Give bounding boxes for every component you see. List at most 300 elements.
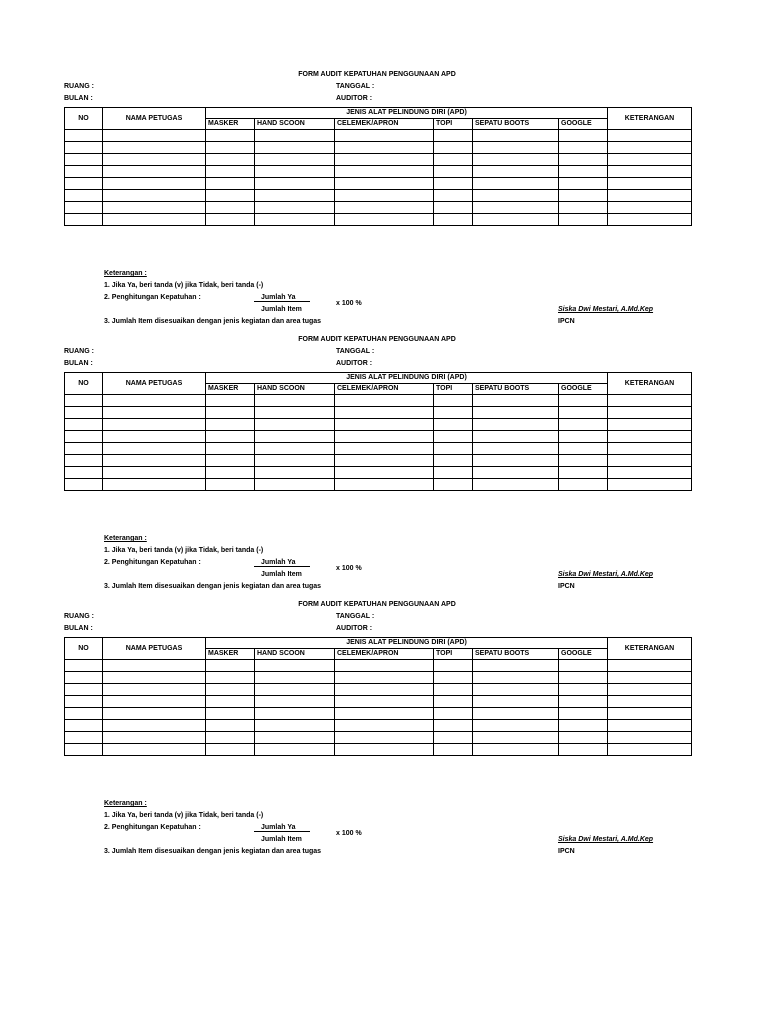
table-cell[interactable]: [206, 395, 255, 407]
table-cell[interactable]: [608, 142, 692, 154]
table-cell[interactable]: [473, 660, 559, 672]
table-cell[interactable]: [608, 443, 692, 455]
table-cell[interactable]: [473, 696, 559, 708]
table-cell[interactable]: [434, 154, 473, 166]
table-row: [65, 455, 692, 467]
table-cell[interactable]: [335, 660, 434, 672]
table-cell[interactable]: [608, 467, 692, 479]
table-cell[interactable]: [103, 407, 206, 419]
table-cell[interactable]: [255, 732, 335, 744]
table-cell[interactable]: [473, 479, 559, 491]
audit-form: [0, 600, 768, 855]
table-cell[interactable]: [103, 732, 206, 744]
table-cell[interactable]: [206, 467, 255, 479]
table-cell[interactable]: [608, 407, 692, 419]
table-row: [65, 708, 692, 720]
table-cell[interactable]: [206, 479, 255, 491]
table-cell[interactable]: [434, 443, 473, 455]
table-cell[interactable]: [255, 214, 335, 226]
table-cell[interactable]: [434, 467, 473, 479]
signer-role: IPCN: [558, 583, 575, 590]
table-cell[interactable]: [434, 684, 473, 696]
table-cell[interactable]: [559, 142, 608, 154]
table-cell[interactable]: [65, 166, 103, 178]
table-cell[interactable]: [335, 395, 434, 407]
table-cell[interactable]: [65, 696, 103, 708]
apd-column-header: MASKER: [206, 384, 255, 395]
table-cell[interactable]: [65, 443, 103, 455]
table-cell[interactable]: [65, 708, 103, 720]
table-cell[interactable]: [473, 178, 559, 190]
audit-table: [64, 372, 692, 491]
table-cell[interactable]: [255, 708, 335, 720]
note-1: 1. Jika Ya, beri tanda (v) jika Tidak, beri tanda (-): [104, 812, 264, 819]
col-nama-header: NAMA PETUGAS: [103, 108, 206, 130]
table-cell[interactable]: [103, 696, 206, 708]
table-cell[interactable]: [255, 202, 335, 214]
table-cell[interactable]: [608, 684, 692, 696]
table-row: [65, 467, 692, 479]
table-row: [65, 684, 692, 696]
table-cell[interactable]: [434, 214, 473, 226]
apd-column-header: GOOGLE: [559, 649, 608, 660]
table-cell[interactable]: [335, 467, 434, 479]
table-cell[interactable]: [103, 154, 206, 166]
table-cell[interactable]: [608, 202, 692, 214]
fraction-line: [254, 301, 310, 302]
note-2: 2. Penghitungan Kepatuhan :: [104, 294, 201, 301]
form-title: FORM AUDIT KEPATUHAN PENGGUNAAN APD: [298, 601, 456, 608]
apd-column-header: HAND SCOON: [255, 649, 335, 660]
table-cell[interactable]: [65, 178, 103, 190]
table-cell[interactable]: [434, 696, 473, 708]
table-cell[interactable]: [103, 395, 206, 407]
table-cell[interactable]: [255, 672, 335, 684]
table-cell[interactable]: [255, 431, 335, 443]
table-cell[interactable]: [335, 684, 434, 696]
multiplier-label: x 100 %: [336, 830, 362, 837]
numerator-label: Jumlah Ya: [261, 824, 296, 831]
table-cell[interactable]: [559, 154, 608, 166]
table-cell[interactable]: [206, 744, 255, 756]
table-cell[interactable]: [559, 732, 608, 744]
table-row: [65, 720, 692, 732]
apd-column-header: HAND SCOON: [255, 384, 335, 395]
table-cell[interactable]: [434, 744, 473, 756]
table-row: [65, 395, 692, 407]
table-cell[interactable]: [335, 479, 434, 491]
table-cell[interactable]: [65, 154, 103, 166]
table-cell[interactable]: [559, 419, 608, 431]
table-cell[interactable]: [473, 407, 559, 419]
table-cell[interactable]: [473, 672, 559, 684]
table-cell[interactable]: [335, 431, 434, 443]
table-cell[interactable]: [255, 142, 335, 154]
table-cell[interactable]: [559, 166, 608, 178]
table-cell[interactable]: [608, 744, 692, 756]
table-cell[interactable]: [103, 214, 206, 226]
table-cell[interactable]: [559, 407, 608, 419]
table-cell[interactable]: [608, 708, 692, 720]
table-cell[interactable]: [65, 190, 103, 202]
table-cell[interactable]: [255, 720, 335, 732]
table-cell[interactable]: [206, 419, 255, 431]
signer-name: Siska Dwi Mestari, A.Md.Kep: [558, 306, 654, 313]
ruang-label: RUANG :: [64, 348, 94, 355]
table-cell[interactable]: [206, 178, 255, 190]
table-cell[interactable]: [608, 190, 692, 202]
table-cell[interactable]: [206, 166, 255, 178]
table-cell[interactable]: [103, 479, 206, 491]
table-cell[interactable]: [103, 443, 206, 455]
table-cell[interactable]: [335, 214, 434, 226]
table-cell[interactable]: [335, 142, 434, 154]
col-keterangan-header: KETERANGAN: [608, 108, 692, 130]
table-cell[interactable]: [608, 395, 692, 407]
apd-column-header: GOOGLE: [559, 119, 608, 130]
table-cell[interactable]: [255, 166, 335, 178]
table-cell[interactable]: [434, 395, 473, 407]
table-cell[interactable]: [608, 178, 692, 190]
col-apd-group-header: JENIS ALAT PELINDUNG DIRI (APD): [206, 108, 608, 119]
table-cell[interactable]: [559, 467, 608, 479]
table-cell[interactable]: [206, 660, 255, 672]
table-cell[interactable]: [65, 660, 103, 672]
table-cell[interactable]: [65, 455, 103, 467]
table-cell[interactable]: [559, 130, 608, 142]
table-cell[interactable]: [65, 732, 103, 744]
signer-role: IPCN: [558, 318, 575, 325]
table-cell[interactable]: [335, 455, 434, 467]
multiplier-label: x 100 %: [336, 565, 362, 572]
table-row: [65, 443, 692, 455]
table-cell[interactable]: [65, 419, 103, 431]
table-cell[interactable]: [335, 744, 434, 756]
table-cell[interactable]: [103, 720, 206, 732]
table-cell[interactable]: [434, 660, 473, 672]
tanggal-label: TANGGAL :: [336, 613, 375, 620]
table-cell[interactable]: [255, 443, 335, 455]
table-cell[interactable]: [608, 455, 692, 467]
table-cell[interactable]: [559, 214, 608, 226]
table-cell[interactable]: [255, 696, 335, 708]
table-cell[interactable]: [473, 190, 559, 202]
table-cell[interactable]: [608, 732, 692, 744]
table-cell[interactable]: [559, 479, 608, 491]
table-cell[interactable]: [608, 166, 692, 178]
table-cell[interactable]: [473, 202, 559, 214]
table-cell[interactable]: [206, 708, 255, 720]
table-cell[interactable]: [335, 154, 434, 166]
table-cell[interactable]: [335, 443, 434, 455]
table-row: [65, 732, 692, 744]
ruang-label: RUANG :: [64, 83, 94, 90]
table-cell[interactable]: [206, 431, 255, 443]
table-cell[interactable]: [335, 178, 434, 190]
apd-column-header: MASKER: [206, 649, 255, 660]
signer-name: Siska Dwi Mestari, A.Md.Kep: [558, 571, 654, 578]
col-no-header: NO: [65, 373, 103, 395]
notes-title: Keterangan :: [104, 800, 147, 807]
table-cell[interactable]: [206, 455, 255, 467]
note-2: 2. Penghitungan Kepatuhan :: [104, 559, 201, 566]
table-row: [65, 166, 692, 178]
table-cell[interactable]: [206, 407, 255, 419]
table-cell[interactable]: [206, 130, 255, 142]
note-3: 3. Jumlah Item disesuaikan dengan jenis kegiatan dan area tugas: [104, 318, 322, 325]
table-cell[interactable]: [206, 684, 255, 696]
table-cell[interactable]: [206, 696, 255, 708]
table-cell[interactable]: [473, 395, 559, 407]
table-row: [65, 154, 692, 166]
table-cell[interactable]: [473, 744, 559, 756]
table-cell[interactable]: [103, 684, 206, 696]
table-cell[interactable]: [206, 672, 255, 684]
table-row: [65, 431, 692, 443]
table-cell[interactable]: [608, 214, 692, 226]
table-row: [65, 130, 692, 142]
table-cell[interactable]: [434, 142, 473, 154]
table-cell[interactable]: [65, 744, 103, 756]
table-cell[interactable]: [65, 720, 103, 732]
table-row: [65, 672, 692, 684]
table-cell[interactable]: [473, 419, 559, 431]
table-cell[interactable]: [103, 708, 206, 720]
table-cell[interactable]: [608, 696, 692, 708]
table-cell[interactable]: [255, 467, 335, 479]
table-cell[interactable]: [434, 178, 473, 190]
table-cell[interactable]: [335, 419, 434, 431]
table-cell[interactable]: [473, 684, 559, 696]
table-cell[interactable]: [206, 732, 255, 744]
table-cell[interactable]: [559, 443, 608, 455]
table-cell[interactable]: [206, 720, 255, 732]
table-cell[interactable]: [434, 190, 473, 202]
table-cell[interactable]: [103, 455, 206, 467]
table-cell[interactable]: [434, 479, 473, 491]
table-cell[interactable]: [559, 720, 608, 732]
table-cell[interactable]: [103, 142, 206, 154]
table-cell[interactable]: [473, 732, 559, 744]
table-cell[interactable]: [103, 672, 206, 684]
table-cell[interactable]: [559, 708, 608, 720]
table-cell[interactable]: [255, 190, 335, 202]
table-cell[interactable]: [473, 431, 559, 443]
table-cell[interactable]: [335, 720, 434, 732]
apd-column-header: CELEMEK/APRON: [335, 384, 434, 395]
table-cell[interactable]: [473, 455, 559, 467]
bulan-label: BULAN :: [64, 360, 93, 367]
fraction-line: [254, 566, 310, 567]
table-cell[interactable]: [255, 395, 335, 407]
tanggal-label: TANGGAL :: [336, 83, 375, 90]
table-cell[interactable]: [473, 443, 559, 455]
auditor-label: AUDITOR :: [336, 625, 373, 632]
table-cell[interactable]: [103, 419, 206, 431]
apd-column-header: TOPI: [434, 649, 473, 660]
table-cell[interactable]: [434, 431, 473, 443]
table-cell[interactable]: [608, 672, 692, 684]
table-cell[interactable]: [434, 166, 473, 178]
table-cell[interactable]: [255, 178, 335, 190]
table-cell[interactable]: [608, 419, 692, 431]
table-cell[interactable]: [434, 732, 473, 744]
col-apd-group-header: JENIS ALAT PELINDUNG DIRI (APD): [206, 373, 608, 384]
table-cell[interactable]: [335, 672, 434, 684]
table-cell[interactable]: [473, 154, 559, 166]
table-cell[interactable]: [608, 431, 692, 443]
table-cell[interactable]: [473, 142, 559, 154]
apd-column-header: SEPATU BOOTS: [473, 384, 559, 395]
apd-column-header: MASKER: [206, 119, 255, 130]
table-cell[interactable]: [608, 660, 692, 672]
col-apd-group-header: JENIS ALAT PELINDUNG DIRI (APD): [206, 638, 608, 649]
multiplier-label: x 100 %: [336, 300, 362, 307]
table-cell[interactable]: [608, 720, 692, 732]
table-cell[interactable]: [473, 166, 559, 178]
table-cell[interactable]: [255, 660, 335, 672]
col-no-header: NO: [65, 638, 103, 660]
table-cell[interactable]: [206, 142, 255, 154]
table-cell[interactable]: [103, 190, 206, 202]
table-cell[interactable]: [103, 166, 206, 178]
table-cell[interactable]: [103, 178, 206, 190]
table-cell[interactable]: [608, 130, 692, 142]
table-cell[interactable]: [559, 684, 608, 696]
table-cell[interactable]: [65, 142, 103, 154]
table-cell[interactable]: [206, 202, 255, 214]
col-keterangan-header: KETERANGAN: [608, 638, 692, 660]
numerator-label: Jumlah Ya: [261, 559, 296, 566]
table-cell[interactable]: [608, 479, 692, 491]
apd-column-header: TOPI: [434, 119, 473, 130]
table-cell[interactable]: [559, 455, 608, 467]
auditor-label: AUDITOR :: [336, 360, 373, 367]
table-cell[interactable]: [103, 660, 206, 672]
table-cell[interactable]: [65, 672, 103, 684]
table-cell[interactable]: [65, 431, 103, 443]
denominator-label: Jumlah Item: [261, 836, 302, 843]
table-cell[interactable]: [559, 660, 608, 672]
table-cell[interactable]: [434, 130, 473, 142]
table-cell[interactable]: [103, 202, 206, 214]
denominator-label: Jumlah Item: [261, 306, 302, 313]
table-cell[interactable]: [434, 720, 473, 732]
table-cell[interactable]: [335, 202, 434, 214]
table-cell[interactable]: [103, 431, 206, 443]
table-cell[interactable]: [65, 214, 103, 226]
table-cell[interactable]: [65, 407, 103, 419]
table-cell[interactable]: [473, 708, 559, 720]
table-cell[interactable]: [335, 696, 434, 708]
table-cell[interactable]: [559, 431, 608, 443]
table-row: [65, 142, 692, 154]
table-cell[interactable]: [206, 154, 255, 166]
table-cell[interactable]: [434, 672, 473, 684]
table-cell[interactable]: [206, 190, 255, 202]
table-cell[interactable]: [65, 202, 103, 214]
table-row: [65, 407, 692, 419]
table-cell[interactable]: [206, 214, 255, 226]
table-cell[interactable]: [335, 166, 434, 178]
table-cell[interactable]: [434, 708, 473, 720]
table-row: [65, 178, 692, 190]
table-cell[interactable]: [608, 154, 692, 166]
table-cell[interactable]: [65, 479, 103, 491]
form-title: FORM AUDIT KEPATUHAN PENGGUNAAN APD: [298, 71, 456, 78]
table-cell[interactable]: [559, 178, 608, 190]
col-nama-header: NAMA PETUGAS: [103, 638, 206, 660]
table-cell[interactable]: [255, 130, 335, 142]
table-cell[interactable]: [255, 419, 335, 431]
denominator-label: Jumlah Item: [261, 571, 302, 578]
notes-title: Keterangan :: [104, 270, 147, 277]
table-cell[interactable]: [434, 455, 473, 467]
notes-title: Keterangan :: [104, 535, 147, 542]
table-cell[interactable]: [255, 407, 335, 419]
fraction-line: [254, 831, 310, 832]
apd-column-header: CELEMEK/APRON: [335, 649, 434, 660]
table-cell[interactable]: [335, 130, 434, 142]
table-cell[interactable]: [255, 479, 335, 491]
table-cell[interactable]: [65, 684, 103, 696]
table-cell[interactable]: [559, 672, 608, 684]
table-row: [65, 479, 692, 491]
numerator-label: Jumlah Ya: [261, 294, 296, 301]
apd-column-header: SEPATU BOOTS: [473, 119, 559, 130]
table-cell[interactable]: [103, 130, 206, 142]
table-cell[interactable]: [65, 130, 103, 142]
table-cell[interactable]: [434, 407, 473, 419]
table-cell[interactable]: [559, 744, 608, 756]
table-cell[interactable]: [559, 696, 608, 708]
tanggal-label: TANGGAL :: [336, 348, 375, 355]
col-nama-header: NAMA PETUGAS: [103, 373, 206, 395]
table-cell[interactable]: [65, 467, 103, 479]
table-cell[interactable]: [335, 732, 434, 744]
table-row: [65, 696, 692, 708]
table-row: [65, 419, 692, 431]
table-cell[interactable]: [434, 419, 473, 431]
table-cell[interactable]: [206, 443, 255, 455]
apd-column-header: CELEMEK/APRON: [335, 119, 434, 130]
table-cell[interactable]: [473, 130, 559, 142]
table-cell[interactable]: [559, 395, 608, 407]
table-cell[interactable]: [103, 467, 206, 479]
ruang-label: RUANG :: [64, 613, 94, 620]
table-cell[interactable]: [559, 190, 608, 202]
table-cell[interactable]: [335, 708, 434, 720]
table-row: [65, 744, 692, 756]
table-cell[interactable]: [65, 395, 103, 407]
table-cell[interactable]: [255, 154, 335, 166]
table-cell[interactable]: [255, 684, 335, 696]
table-cell[interactable]: [335, 190, 434, 202]
table-cell[interactable]: [434, 202, 473, 214]
table-cell[interactable]: [255, 455, 335, 467]
table-row: [65, 202, 692, 214]
table-cell[interactable]: [103, 744, 206, 756]
table-cell[interactable]: [335, 407, 434, 419]
note-1: 1. Jika Ya, beri tanda (v) jika Tidak, beri tanda (-): [104, 547, 264, 554]
audit-table: [64, 637, 692, 756]
table-cell[interactable]: [255, 744, 335, 756]
apd-column-header: HAND SCOON: [255, 119, 335, 130]
table-cell[interactable]: [473, 467, 559, 479]
table-cell[interactable]: [559, 202, 608, 214]
table-cell[interactable]: [473, 214, 559, 226]
table-cell[interactable]: [473, 720, 559, 732]
